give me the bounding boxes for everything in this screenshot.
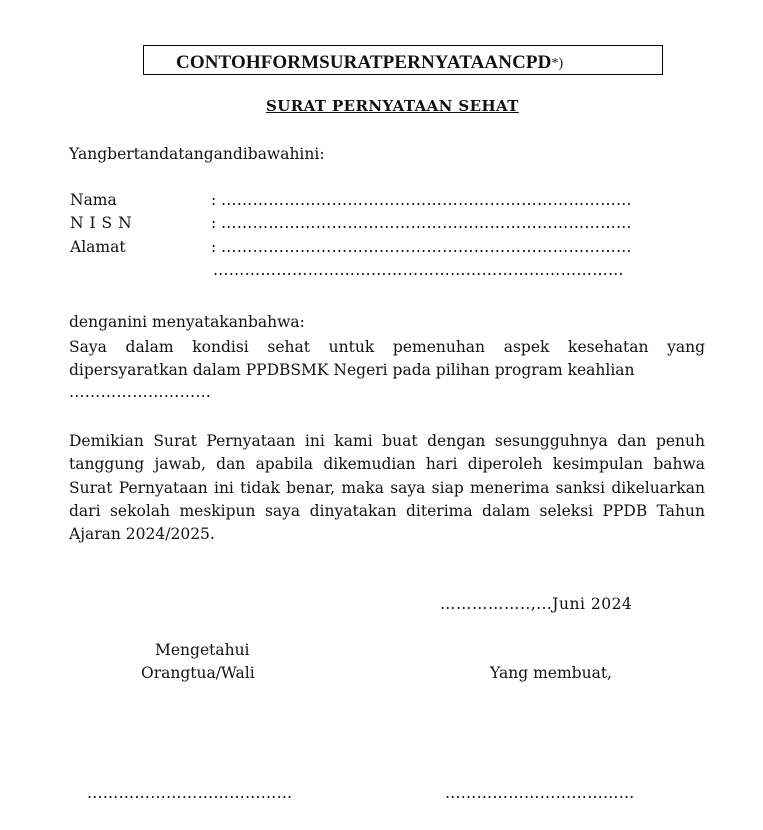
intro-line: Yangbertandatangandibawahini: — [69, 145, 325, 163]
signature-left-title: Mengetahui — [155, 641, 250, 659]
field-label-nama: Nama — [70, 191, 117, 209]
field-blank-alamat: …………………………………………………………………… — [221, 238, 632, 256]
date-line: ……………..,…Juni 2024 — [440, 595, 633, 613]
closing-paragraph: Demikian Surat Pernyataan ini kami buat dengan sesungguhnya dan penuh tanggung jawab, dan apabila dikemudian hari diperoleh kesimpulan bahwa Surat Pernyataan ini tidak benar, maka saya siap menerima sanksi dikeluarkan dari sekolah meskipun saya dinyatakan diterima dalam seleksi PPDB Tahun Ajaran 2024/2025. — [69, 432, 705, 544]
program-blank: ……………………… — [69, 383, 212, 401]
document-title: CONTOHFORMSURATPERNYATAANCPD*) — [176, 52, 564, 73]
field-label-nisn: N I S N — [70, 214, 133, 232]
field-blank-nisn: …………………………………………………………………… — [221, 214, 632, 232]
field-separator-nisn: : — [211, 214, 217, 232]
letter-heading: SURAT PERNYATAAN SEHAT — [266, 97, 519, 115]
signature-right-title: Yang membuat, — [490, 664, 612, 682]
statement-body: Saya dalam kondisi sehat untuk pemenuhan aspek kesehatan yang dipersyaratkan dalam PPDBSMK Negeri pada pilihan program keahlian — [69, 338, 705, 380]
field-separator-alamat: : — [211, 238, 217, 256]
field-separator-nama: : — [211, 191, 217, 209]
field-blank-alamat-continued: …………………………………………………………………… — [213, 261, 624, 279]
signature-right-blank: ……………………………… — [445, 784, 635, 802]
statement-lead: denganini menyatakanbahwa: — [69, 313, 305, 331]
title-footnote-mark: *) — [551, 56, 564, 71]
signature-left-role: Orangtua/Wali — [141, 664, 255, 682]
field-blank-nama: …………………………………………………………………… — [221, 191, 632, 209]
signature-left-blank: ………………………………… — [87, 784, 293, 802]
field-label-alamat: Alamat — [70, 238, 126, 256]
